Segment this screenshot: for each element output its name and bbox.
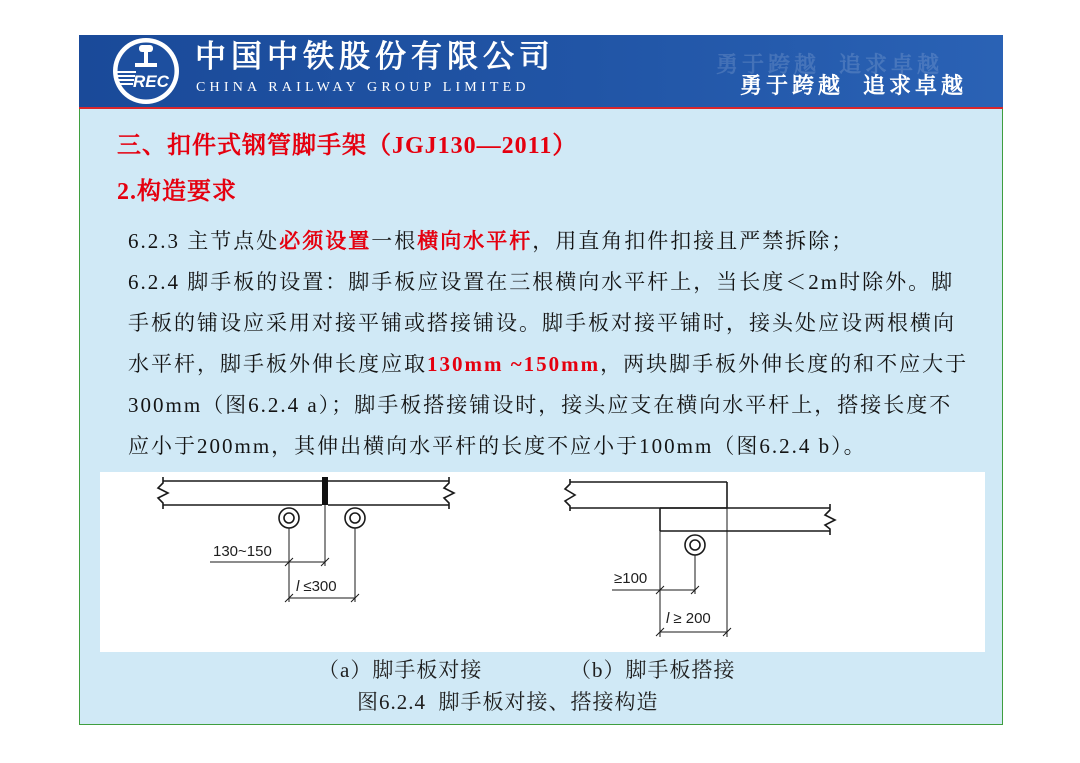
company-name-en: CHINA RAILWAY GROUP LIMITED [196, 80, 530, 95]
tube-section [345, 508, 365, 528]
text-segment: 一根 [371, 229, 418, 253]
spec-line [128, 385, 968, 426]
board-a-right [328, 481, 449, 505]
highlighted-text: 130mm ~150mm [427, 352, 601, 376]
tube-section [279, 508, 299, 528]
caption-b: （b）脚手板搭接 [570, 658, 736, 682]
caption-a: （a）脚手板对接 [318, 658, 483, 682]
dim-var: l [666, 610, 670, 627]
board-b-upper [570, 482, 727, 508]
section-title: 三、扣件式钢管脚手架（JGJ130—2011） [117, 133, 578, 159]
header-divider [79, 107, 1003, 109]
spec-line [128, 344, 968, 385]
text-segment: ，两块脚手板外伸长度的和不应大于 [600, 352, 969, 376]
board-a-left [163, 481, 322, 505]
dim-var: l [296, 578, 300, 595]
spec-line [128, 262, 968, 303]
spec-line [128, 426, 968, 467]
text-segment: 手板的铺设应采用对接平铺或搭接铺设。脚手板对接平铺时，接头处应设两根横向 [128, 311, 956, 335]
break-line [565, 479, 575, 511]
subsection-title: 2.构造要求 [117, 179, 237, 205]
tube-section [685, 535, 705, 555]
figure-panel [100, 472, 985, 652]
dim-value: ≤300 [303, 578, 337, 595]
dim-label-span-a [296, 578, 337, 595]
spec-text [128, 221, 968, 467]
dim-value: ≥ 200 [673, 610, 711, 627]
figure-caption: 图6.2.4 脚手板对接、搭接构造 [357, 690, 659, 714]
scaffold-board-diagram [100, 472, 985, 652]
text-segment: 6.2.3 主节点处 [128, 229, 280, 253]
board-b-lower [660, 508, 830, 531]
text-segment: 水平杆，脚手板外伸长度应取 [128, 352, 427, 376]
spec-line [128, 221, 968, 262]
slogan: 勇于跨越 追求卓越 [740, 73, 968, 98]
company-name-cn: 中国中铁股份有限公司 [195, 39, 555, 74]
dim-label-overhang-b: ≥100 [614, 570, 648, 587]
text-segment: 6.2.4 脚手板的设置：脚手板应设置在三根横向水平杆上，当长度＜2m时除外。脚 [128, 270, 955, 294]
spec-line [128, 303, 968, 344]
slide-header [79, 35, 1003, 107]
text-segment: ，用直角扣件扣接且严禁拆除； [532, 229, 855, 253]
slide [79, 35, 1003, 725]
highlighted-text: 必须设置 [279, 229, 372, 253]
text-segment: 300mm（图6.2.4 a）；脚手板搭接铺设时，接头应支在横向水平杆上，搭接长度不 [128, 393, 953, 417]
highlighted-text: 横向水平杆 [417, 229, 533, 253]
dim-label-overhang-a: 130~150 [213, 543, 272, 560]
company-logo [106, 37, 186, 105]
dim-label-lap-b [666, 610, 711, 627]
board-joint [322, 477, 328, 505]
logo-lettering: REC [133, 72, 169, 91]
slogan-watermark: 勇于跨越 追求卓越 [716, 52, 944, 77]
text-segment: 应小于200mm，其伸出横向水平杆的长度不应小于100mm（图6.2.4 b）。 [128, 434, 867, 458]
